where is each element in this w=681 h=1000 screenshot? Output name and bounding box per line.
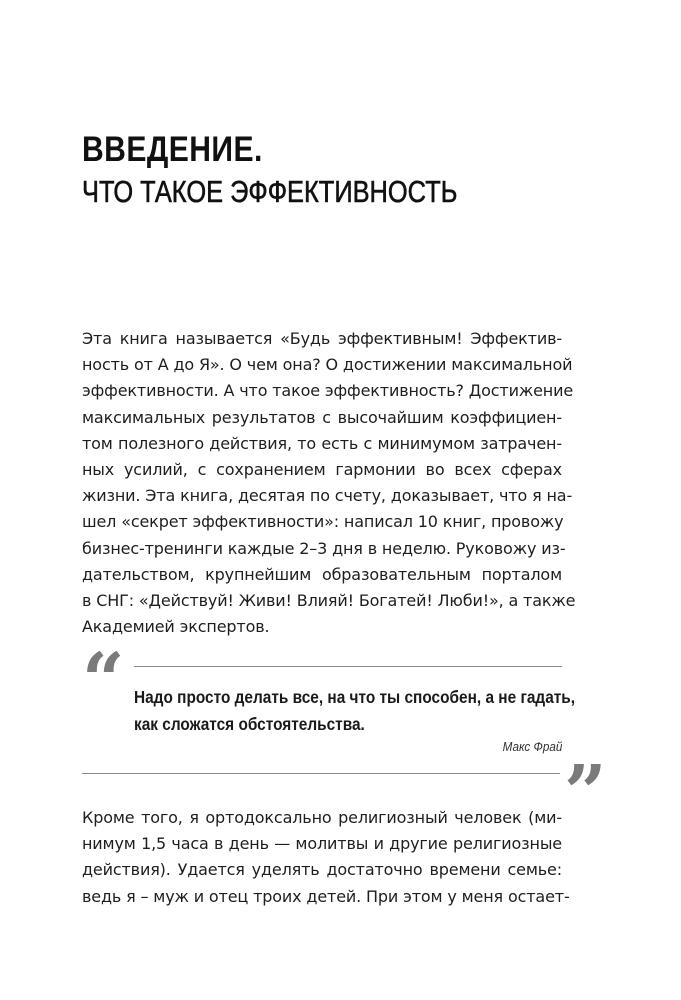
paragraph-line: Эта книга называется «Будь эффективным! Эффектив- xyxy=(82,329,562,348)
quote-line: как сложатся обстоятельства. xyxy=(134,714,365,734)
paragraph-line: ность от А до Я». О чем она? О достижении максимальной xyxy=(82,355,573,375)
quote-line: Надо просто делать все, на что ты способен, а не гадать, xyxy=(134,687,576,707)
quote-bottom-divider xyxy=(82,773,560,774)
open-quote-mark-icon: “ xyxy=(82,638,125,724)
paragraph-line: дательством, крупнейшим образовательным порталом xyxy=(82,564,562,584)
paragraph-line: шел «секрет эффективности»: написал 10 книг, провожу xyxy=(82,512,564,532)
paragraph-line: в СНГ: «Действуй! Живи! Влияй! Богатей! Люби!», а также xyxy=(82,591,576,611)
chapter-title: ВВЕДЕНИЕ. xyxy=(82,130,263,169)
paragraph-line: эффективности. А что такое эффективность? Достижение xyxy=(82,381,574,401)
paragraph-line: жизни. Эта книга, десятая по счету, доказывает, что я на- xyxy=(82,486,573,506)
paragraph-line: Кроме того, я ортодоксально религиозный человек (ми- xyxy=(82,808,562,827)
intro-paragraph xyxy=(82,326,576,640)
paragraph-line: том полезного действия, то есть с минимумом затрачен- xyxy=(82,433,562,453)
paragraph-line: ведь я – муж и отец троих детей. При этом у меня остает- xyxy=(82,886,570,906)
quote-author: Макс Фрай xyxy=(502,739,562,754)
paragraph-line: максимальных результатов с высочайшим коэффициен- xyxy=(82,407,562,427)
close-quote-mark-icon: ” xyxy=(564,750,607,836)
paragraph-line: нимум 1,5 часа в день — молитвы и другие религиозные xyxy=(82,834,562,854)
chapter-heading xyxy=(82,128,602,212)
paragraph-line: ных усилий, с сохранением гармонии во всех сферах xyxy=(82,460,562,480)
second-paragraph xyxy=(82,805,570,910)
paragraph-line: бизнес-тренинги каждые 2–3 дня в неделю. Руковожу из- xyxy=(82,538,566,558)
quote-text xyxy=(134,684,576,738)
quote-top-divider xyxy=(134,666,562,667)
paragraph-line: Академией экспертов. xyxy=(82,617,270,637)
paragraph-line: действия). Удается уделять достаточно времени семье: xyxy=(82,860,562,880)
chapter-subtitle: ЧТО ТАКОЕ ЭФФЕКТИВНОСТЬ xyxy=(82,174,458,209)
